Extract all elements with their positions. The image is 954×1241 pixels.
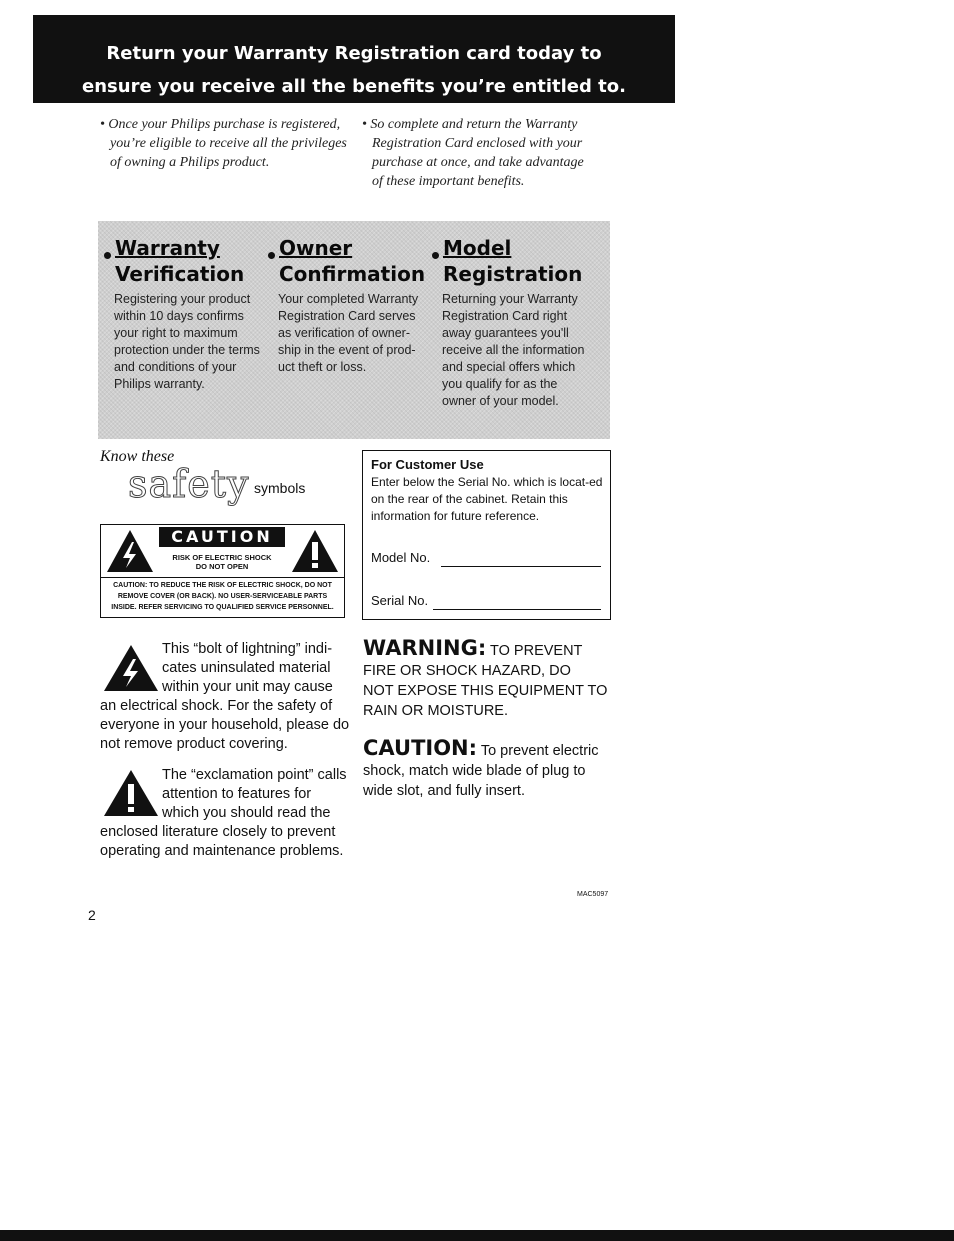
customer-use-description: Enter below the Serial No. which is locat-ed on the rear of the cabinet. Retain this information for future reference. <box>371 475 603 523</box>
caution-title: CAUTION <box>159 527 285 547</box>
model-no-label: Model No. <box>371 550 431 565</box>
benefit-text: Your completed Warranty Registration Card serves as verification of owner-ship in the event of prod-uct theft or loss. <box>278 292 419 374</box>
caution-block: CAUTION: To prevent electric shock, match wide blade of plug to wide slot, and fully insert. <box>363 736 599 799</box>
intro-right-line: purchase at once, and take advantage <box>372 155 584 170</box>
banner-line-1: Return your Warranty Registration card today to <box>106 43 602 64</box>
safety-word: safety <box>128 462 250 506</box>
exclamation-icon <box>102 768 160 818</box>
lightning-icon <box>102 643 160 693</box>
customer-use-box <box>362 450 611 620</box>
exclamation-warning-icon <box>290 528 340 574</box>
benefit-title: Warranty Verification <box>101 235 261 287</box>
benefit-title: Model Registration <box>429 235 589 287</box>
intro-right-line: • So complete and return the Warranty <box>362 117 578 132</box>
warning-heading: WARNING: <box>363 636 487 660</box>
caution-label-top <box>101 525 344 578</box>
caution-label-box <box>100 524 345 618</box>
model-no-field[interactable] <box>441 566 601 567</box>
banner-line-2: ensure you receive all the benefits you’re entitled to. <box>82 76 626 97</box>
caution-fine-print: CAUTION: TO REDUCE THE RISK OF ELECTRIC SHOCK, DO NOT REMOVE COVER (OR BACK). NO USER-SERVICEABLE PARTS INSIDE. REFER SERVICING TO QUALIFIED SERVICE PERSONNEL. <box>111 582 334 611</box>
lightning-text-top: This “bolt of lightning” indi- cates uninsulated material within your unit may cause <box>162 641 333 695</box>
benefits-panel <box>98 221 610 439</box>
bottom-bar <box>0 1230 954 1241</box>
benefit-text: Registering your product within 10 days confirms your right to maximum protection under the terms and conditions of your Philips warranty. <box>114 292 260 391</box>
document-code: MAC5097 <box>577 891 609 898</box>
benefit-title: Owner Confirmation <box>265 235 425 287</box>
intro-right-line: Registration Card enclosed with your <box>372 136 583 151</box>
intro-left-line: you’re eligible to receive all the privileges <box>110 136 347 151</box>
benefit-model-registration <box>429 235 589 410</box>
page-number: 2 <box>88 907 96 923</box>
symbols-label: symbols <box>254 480 306 496</box>
intro-right <box>362 115 622 191</box>
serial-no-field[interactable] <box>433 609 601 610</box>
warning-block: WARNING: TO PREVENT FIRE OR SHOCK HAZARD, DO NOT EXPOSE THIS EQUIPMENT TO RAIN OR MOISTURE. <box>363 636 608 719</box>
customer-use-title: For Customer Use <box>371 457 484 472</box>
intro-left <box>100 115 355 172</box>
benefit-warranty-verification <box>101 235 261 393</box>
intro-right-line: of these important benefits. <box>372 174 525 189</box>
exclamation-text-bottom: enclosed literature closely to prevent operating and maintenance problems. <box>100 824 344 859</box>
intro-left-line: • Once your Philips purchase is registered, <box>100 117 341 132</box>
exclamation-text-top: The “exclamation point” calls attention to features for which you should read the <box>162 767 347 821</box>
lightning-text-bottom: an electrical shock. For the safety of everyone in your household, please do not remove product covering. <box>100 698 350 752</box>
know-these-label: Know these <box>100 448 175 465</box>
lightning-warning-icon <box>105 528 155 574</box>
benefit-text: Returning your Warranty Registration Card right away guarantees you'll receive all the information and special offers which you qualify for as the owner of your model. <box>442 292 585 408</box>
caution-heading: CAUTION: <box>363 736 478 760</box>
serial-no-label: Serial No. <box>371 593 429 608</box>
risk-text: RISK OF ELECTRIC SHOCK DO NOT OPEN <box>172 553 272 571</box>
benefit-owner-confirmation <box>265 235 425 376</box>
intro-left-line: of owning a Philips product. <box>110 155 270 170</box>
header-banner <box>33 15 675 103</box>
